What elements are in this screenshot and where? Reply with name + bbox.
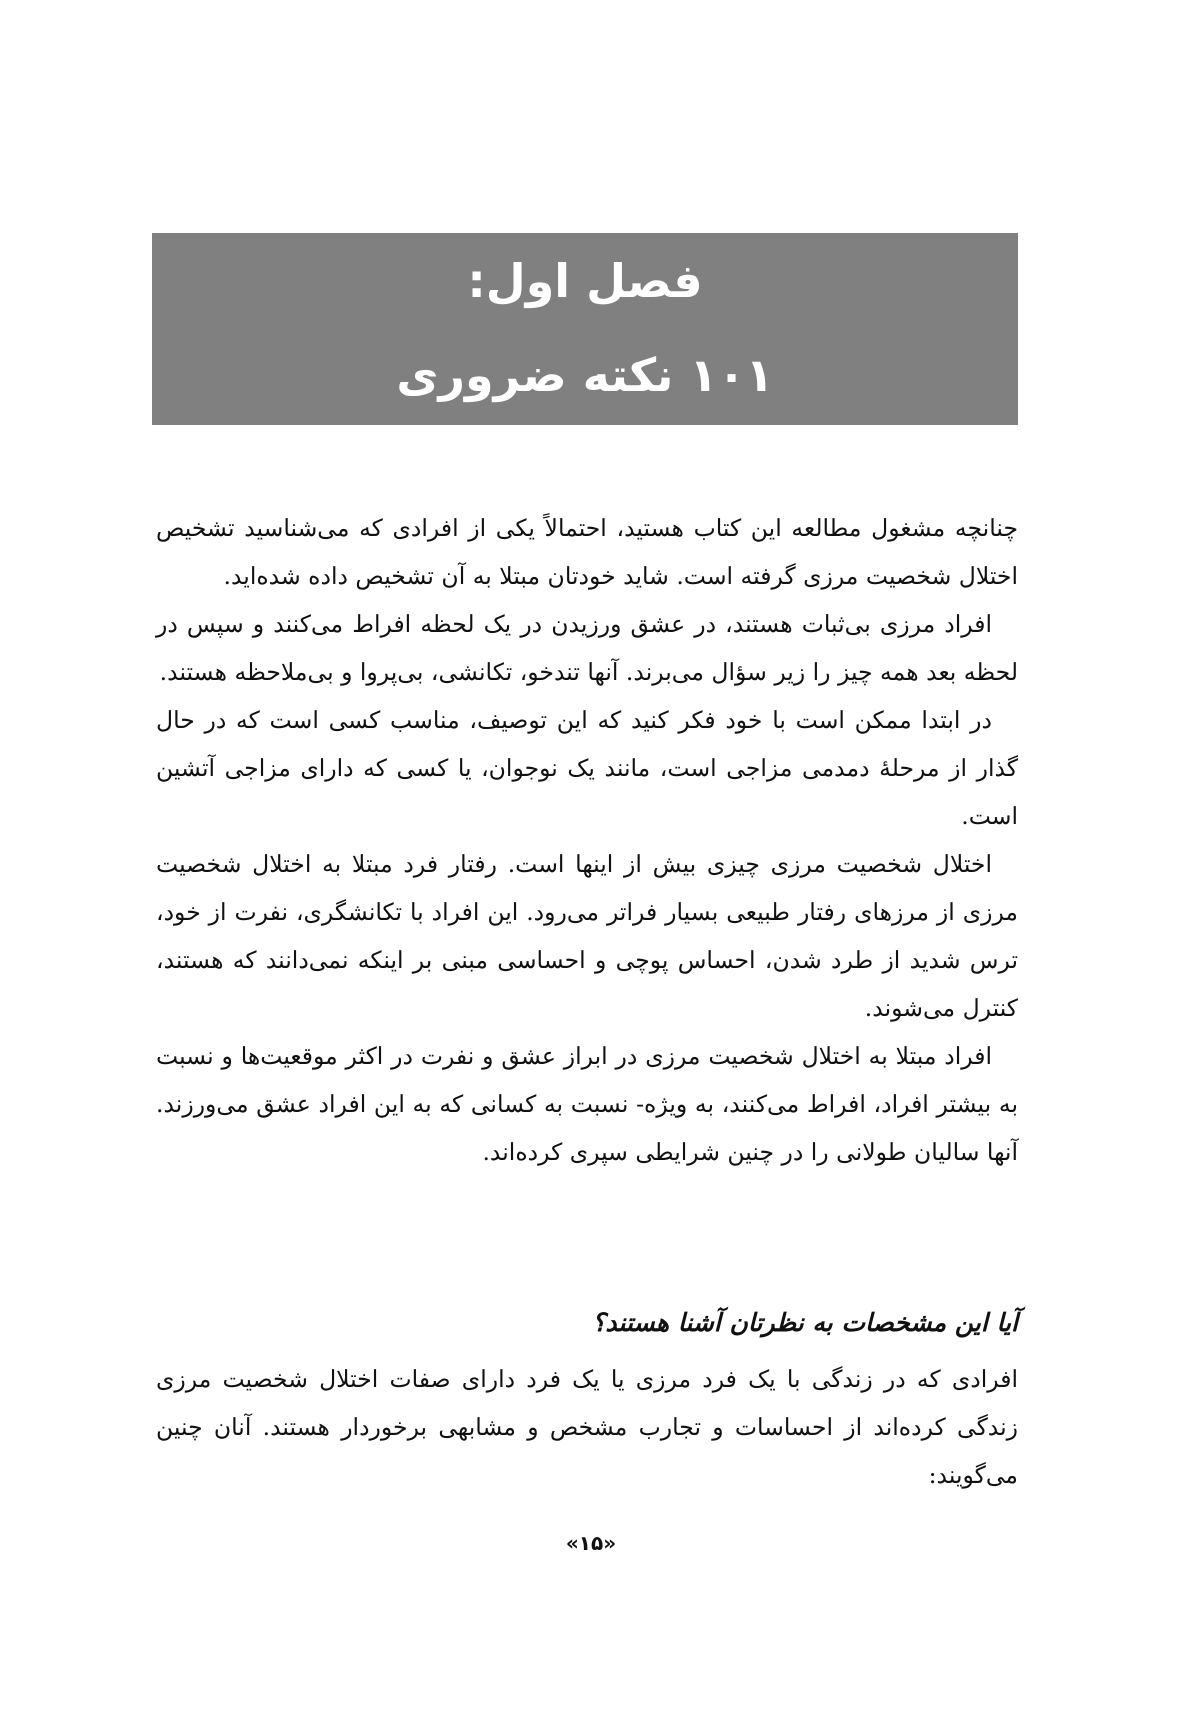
paragraph: افراد مرزی بی‌ثبات هستند، در عشق ورزیدن در یک لحظه افراط می‌کنند و سپس در لحظه بعد همه چیز را زیر سؤال می‌برند. آنها تندخو، تکانشی، بی‌پروا و بی‌ملاحظه هستند. [156, 610, 1018, 686]
section-heading: آیا این مشخصات به نظرتان آشنا هستند؟ [592, 1308, 1018, 1337]
section-text [156, 1355, 1018, 1499]
paragraph: چنانچه مشغول مطالعه این کتاب هستید، احتمالاً یکی از افرادی که می‌شناسید تشخیص اختلال شخصیت مرزی گرفته است. شاید خودتان مبتلا به آن تشخیص داده شده‌اید. [156, 514, 1018, 590]
page-number: «۱۵» [565, 1531, 617, 1555]
chapter-banner [152, 233, 1018, 425]
paragraph: افراد مبتلا به اختلال شخصیت مرزی در ابراز عشق و نفرت در اکثر موقعیت‌ها و نسبت به بیشتر افراد، افراط می‌کنند، به ویژه- نسبت به کسانی که به این افراد عشق می‌ورزند. آنها سالیان طولانی را در چنین شرایطی سپری کرده‌اند. [156, 1042, 1018, 1166]
paragraph: در ابتدا ممکن است با خود فکر کنید که این توصیف، مناسب کسی است که در حال گذار از مرحلهٔ دمدمی مزاجی است، مانند یک نوجوان، یا کسی که دارای مزاجی آتشین است. [156, 706, 1018, 830]
chapter-title: ۱۰۱ نکته ضروری [396, 348, 774, 402]
chapter-label: فصل اول: [467, 254, 703, 308]
paragraph: اختلال شخصیت مرزی چیزی بیش از اینها است. رفتار فرد مبتلا به اختلال شخصیت مرزی از مرزهای رفتار طبیعی بسیار فراتر می‌رود. این افراد با تکانشگری، نفرت از خود، ترس شدید از طرد شدن، احساس پوچی و احساسی مبنی بر اینکه نمی‌دانند که هستند، کنترل می‌شوند. [156, 850, 1018, 1022]
paragraph: افرادی که در زندگی با یک فرد مرزی یا یک فرد دارای صفات اختلال شخصیت مرزی زندگی کرده‌اند از احساسات و تجارب مشخص و مشابهی برخوردار هستند. آنان چنین می‌گویند: [156, 1365, 1018, 1489]
body-text [156, 504, 1018, 1176]
